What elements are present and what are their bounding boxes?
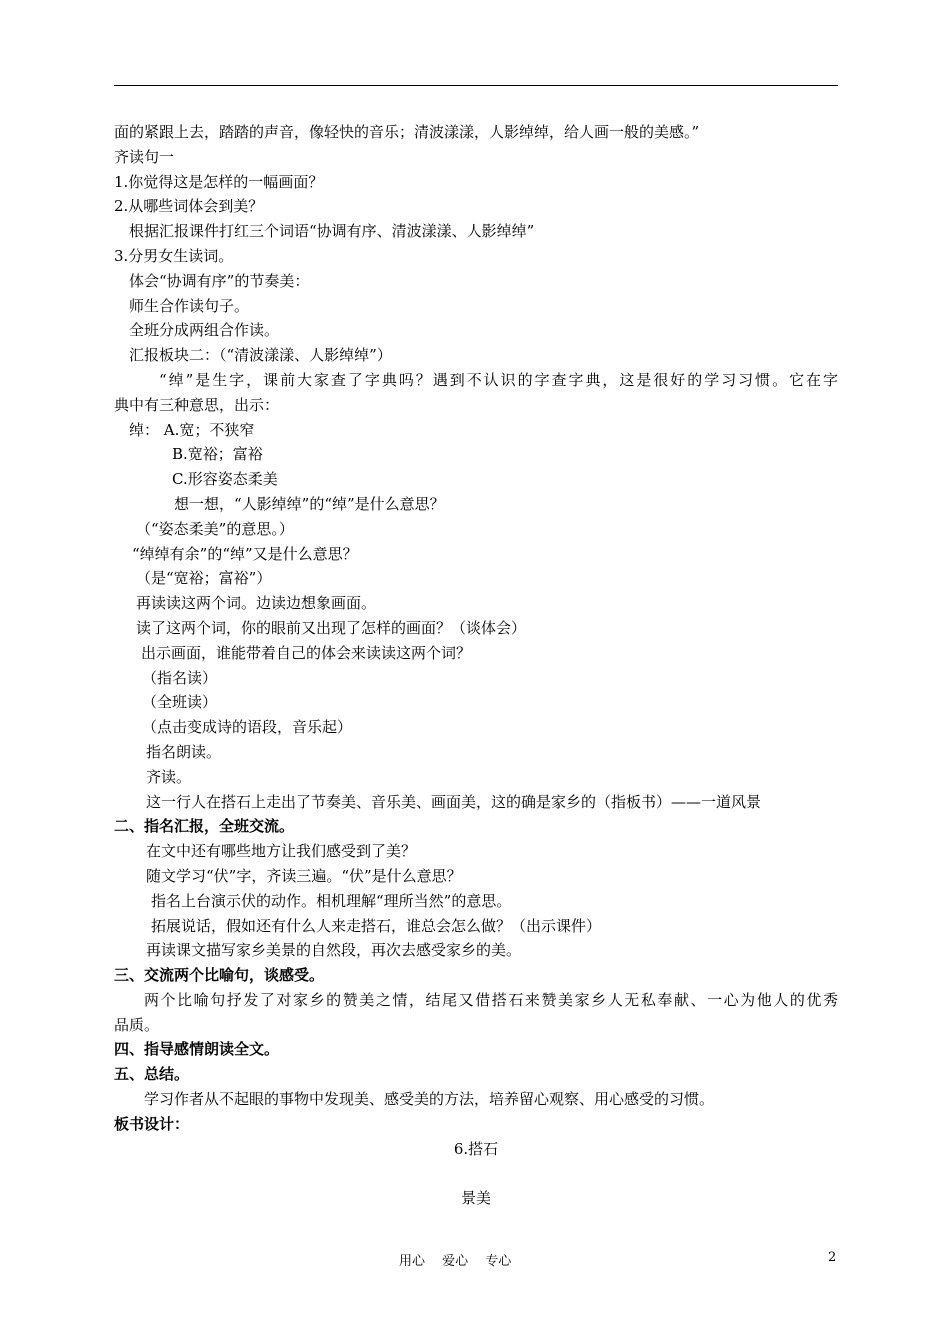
text-line: 拓展说话，假如还有什么人来走搭石，谁总会怎么做？（出示课件） [151,916,602,935]
text-line: 两个比喻句抒发了对家乡的赞美之情，结尾又借搭石来赞美家乡人无私奉献、一心为他人的优秀 [144,990,838,1009]
text-line: 随文学习“伏”字，齐读三遍。“伏”是什么意思？ [146,866,462,885]
text-line: 读了这两个词，你的眼前又出现了怎样的画面？（谈体会） [136,618,527,637]
section-heading: 三、交流两个比喻句，谈感受。 [114,966,325,985]
text-line: 1.你觉得这是怎样的一幅画面？ [114,172,324,191]
text-line: 这一行人在搭石上走出了节奏美、音乐美、画面美，这的确是家乡的（指板书）——一道风景 [146,792,762,811]
page-number: 2 [828,1250,837,1265]
text-line: 全班分成两组合作读。 [129,321,280,340]
document-body [114,120,838,1211]
text-line: C.形容姿态柔美 [172,470,278,489]
text-line: 根据汇报课件打红三个词语“协调有序、清波漾漾、人影绰绰” [129,222,535,241]
text-line: （全班读） [142,693,218,712]
text-line: 典中有三种意思，出示： [114,395,280,414]
text-line: 指名朗读。 [146,742,222,761]
text-line: 3.分男女生读词。 [114,246,234,265]
text-line: 体会“协调有序”的节奏美： [129,271,310,290]
text-line: 学习作者从不起眼的事物中发现美、感受美的方法，培养留心观察、用心感受的习惯。 [144,1090,715,1109]
text-line: B.宽裕；富裕 [172,445,263,464]
text-line: 绰： A.宽；不狭窄 [129,420,255,439]
spacer [114,1161,838,1186]
board-item: 景美 [460,1189,491,1208]
text-line: 汇报板块二：（“清波漾漾、人影绰绰”） [129,346,392,365]
text-line: （“姿态柔美”的意思。） [136,519,294,538]
text-line: 指名上台演示伏的动作。相机理解“理所当然”的意思。 [151,891,512,910]
section-heading: 板书设计： [114,1114,190,1133]
text-line: 齐读。 [146,767,192,786]
text-line: 齐读句一 [114,147,175,166]
board-title: 6.搭石 [453,1139,499,1158]
text-line: 师生合作读句子。 [129,296,250,315]
text-line: 再读读这两个词。边读边想象画面。 [136,594,377,613]
text-line: “绰”是生字，课前大家查了字典吗？遇到不认识的字查字典，这是很好的学习习惯。它在字 [159,370,838,389]
text-line: （点击变成诗的语段，音乐起） [142,718,353,737]
text-line: 品质。 [114,1015,160,1034]
section-heading: 四、指导感情朗读全文。 [114,1040,280,1059]
text-line: 2.从哪些词体会到美？ [114,197,264,216]
header-rule [114,85,838,86]
text-line: （是“宽裕；富裕”） [136,569,272,588]
text-line: 再读课文描写家乡美景的自然段，再次去感受家乡的美。 [146,941,522,960]
text-line: 出示画面，谁能带着自己的体会来读读这两个词？ [141,643,472,662]
text-line: 面的紧跟上去，踏踏的声音，像轻快的音乐；清波漾漾，人影绰绰，给人画一般的美感。” [114,123,700,141]
section-heading: 五、总结。 [114,1065,190,1084]
section-heading: 二、指名汇报，全班交流。 [114,817,295,836]
text-line: 在文中还有哪些地方让我们感受到了美？ [146,842,417,861]
footer-motto: 用心 爱心 专心 [399,1254,512,1269]
text-line: “绰绰有余”的“绰”又是什么意思？ [132,544,358,563]
text-line: （指名读） [142,668,218,687]
text-line: 想一想，“人影绰绰”的“绰”是什么意思？ [174,494,445,513]
